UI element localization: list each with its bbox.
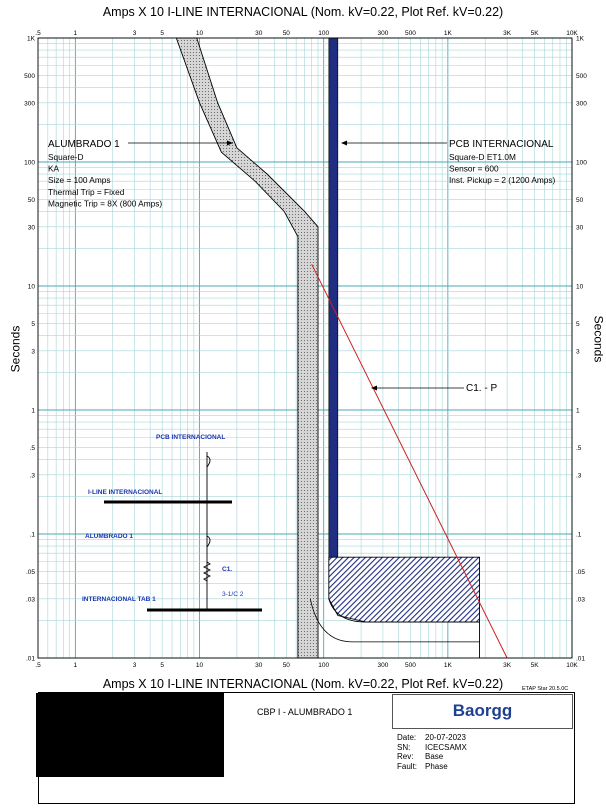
sn-value: ICECSAMX (425, 742, 467, 752)
x-tick-label-bottom: 30 (255, 662, 263, 669)
y-tick-label-left: 3 (31, 348, 35, 356)
annot-alumbrado-line: Thermal Trip = Fixed (48, 186, 125, 197)
x-tick-label-bottom: 5K (530, 662, 539, 669)
x-tick-label-bottom: 10 (195, 662, 204, 669)
x-tick-label-bottom: 300 (377, 662, 389, 669)
annot-c1-title: C1. - P (466, 383, 498, 394)
oneline-cable-spec: 3-1/C 2 (222, 591, 244, 598)
y-tick-label-left: 50 (27, 196, 35, 204)
annot-alumbrado-line: Magnetic Trip = 8X (800 Amps) (48, 198, 163, 209)
annot-alumbrado-line: Square-D (48, 152, 84, 162)
x-tick-label-top: 3K (503, 30, 512, 37)
x-tick-label-top: 3 (132, 30, 137, 37)
x-tick-label-top: 30 (255, 30, 263, 37)
oneline-tab-label: INTERNACIONAL TAB 1 (82, 596, 156, 603)
y-tick-label-left: .03 (25, 596, 35, 604)
date-label: Date: (397, 733, 417, 742)
x-tick-label-top: 50 (282, 30, 290, 37)
y-tick-label-right: 10 (576, 283, 584, 291)
redacted-block (36, 693, 224, 777)
x-tick-label-bottom: 100 (318, 662, 330, 669)
y-tick-label-right: .3 (576, 472, 582, 480)
x-tick-label-top: 10K (566, 30, 578, 37)
chart-title-top: Amps X 10 I-LINE INTERNACIONAL (Nom. kV=0.22, Plot Ref. kV=0.22) (102, 5, 504, 19)
y-tick-label-left: 1K (27, 35, 35, 43)
x-tick-label-top: 5K (530, 30, 539, 37)
pcb-vertical-band (329, 38, 338, 557)
logo-box (392, 694, 573, 729)
x-tick-label-bottom: 1K (443, 662, 452, 669)
x-tick-label-top: 300 (377, 30, 389, 37)
y-tick-label-left: 10 (27, 283, 35, 291)
title-block (38, 692, 575, 804)
x-tick-label-bottom: 3 (132, 662, 137, 669)
y-tick-label-right: 500 (576, 72, 587, 80)
oneline-alumbrado-label: ALUMBRADO 1 (85, 533, 134, 540)
y-tick-label-right: 5 (576, 320, 580, 328)
y-tick-label-left: 500 (24, 72, 35, 80)
annot-pcb-line: Sensor = 600 (449, 163, 499, 174)
annot-alumbrado-line: Size = 100 Amps (48, 175, 111, 186)
x-tick-label-top: 1 (73, 30, 78, 37)
pcb-hatched-region (329, 557, 480, 622)
y-tick-label-left: 100 (24, 159, 35, 167)
y-tick-label-left: .3 (29, 472, 35, 480)
fault-label: Fault: (397, 761, 418, 771)
y-tick-label-right: 30 (576, 224, 584, 232)
x-tick-label-top: .5 (35, 30, 41, 37)
x-tick-label-bottom: .5 (35, 662, 41, 669)
y-tick-label-left: 5 (31, 320, 35, 328)
y-tick-label-right: 100 (576, 159, 587, 167)
annot-alumbrado-title: ALUMBRADO 1 (48, 139, 120, 150)
y-tick-label-right: 3 (576, 348, 580, 356)
annot-pcb-line: Inst. Pickup = 2 (1200 Amps) (449, 175, 556, 186)
sn-label: SN: (397, 742, 411, 752)
oneline-pcb-label: PCB INTERNACIONAL (156, 434, 226, 441)
y-tick-label-left: 1 (31, 407, 35, 415)
x-tick-label-top: 500 (405, 30, 416, 37)
annot-alumbrado-line: KA (48, 163, 60, 174)
y-tick-label-right: 1K (576, 35, 584, 43)
x-tick-label-top: 10 (195, 30, 204, 37)
y-tick-label-left: .5 (29, 444, 35, 452)
oneline-iline-label: I-LINE INTERNACIONAL (88, 489, 163, 496)
y-tick-label-right: .03 (576, 596, 586, 604)
figure-title: CBP I - ALUMBRADO 1 (257, 707, 353, 717)
y-axis-label-left: Seconds (8, 325, 23, 373)
x-tick-label-bottom: 1 (73, 662, 78, 669)
x-tick-label-bottom: 50 (282, 662, 290, 669)
meta-block (397, 733, 467, 771)
x-tick-label-bottom: 5 (160, 662, 164, 669)
y-tick-label-left: 30 (27, 224, 35, 232)
rev-label: Rev: (397, 752, 414, 762)
y-tick-label-right: .05 (576, 568, 586, 576)
oneline-cable-label: C1. (222, 566, 233, 573)
x-tick-label-top: 5 (160, 30, 164, 37)
y-tick-label-left: 300 (24, 100, 35, 108)
x-tick-label-bottom: 500 (405, 662, 416, 669)
y-tick-label-right: 300 (576, 100, 587, 108)
chart-title-bottom: Amps X 10 I-LINE INTERNACIONAL (Nom. kV=0.22, Plot Ref. kV=0.22) (102, 677, 504, 691)
y-tick-label-right: .01 (576, 655, 586, 663)
etap-version: ETAP Star 20.5.0C (522, 686, 569, 692)
y-axis-label-right: Seconds (591, 315, 606, 363)
annot-pcb-line: Square-D ET1.0M (449, 152, 516, 162)
y-tick-label-left: .01 (25, 655, 35, 663)
y-tick-label-right: 1 (576, 407, 580, 415)
y-tick-label-left: .1 (29, 531, 35, 539)
annot-pcb-title: PCB INTERNACIONAL (449, 139, 554, 150)
y-tick-label-right: .1 (576, 531, 582, 539)
company-logo: Baorgg (452, 701, 513, 720)
x-tick-label-bottom: 10K (566, 662, 578, 669)
x-tick-label-bottom: 3K (503, 662, 512, 669)
x-tick-label-top: 100 (318, 30, 330, 37)
x-tick-label-top: 1K (443, 30, 452, 37)
fault-value: Phase (425, 761, 448, 771)
y-tick-label-left: .05 (25, 568, 35, 576)
y-tick-label-right: 50 (576, 196, 584, 204)
date-value: 20-07-2023 (425, 733, 466, 742)
rev-value: Base (425, 752, 444, 762)
y-tick-label-right: .5 (576, 444, 582, 452)
